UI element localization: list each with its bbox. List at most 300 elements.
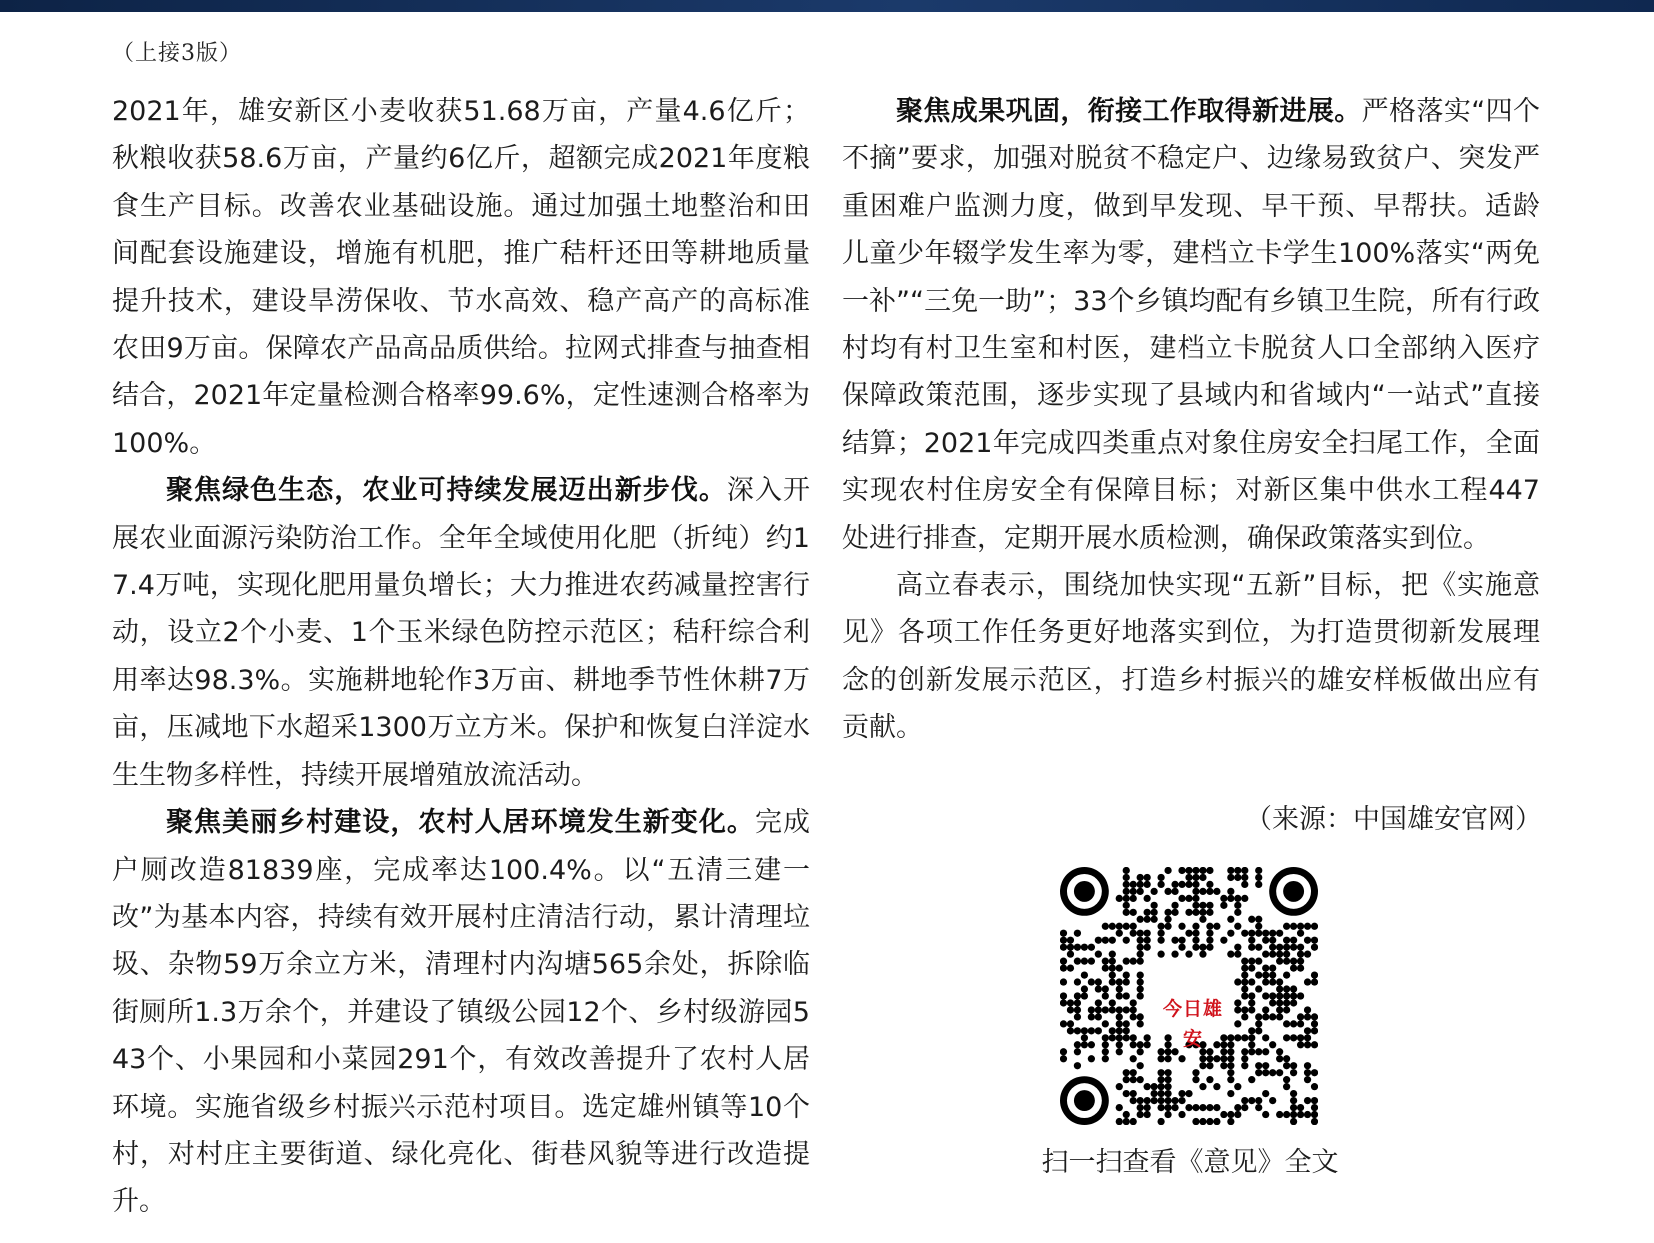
qr-module	[1206, 1104, 1213, 1111]
qr-module	[1102, 964, 1109, 971]
qr-module	[1102, 1055, 1109, 1062]
qr-module	[1130, 1034, 1137, 1041]
qr-module	[1241, 1013, 1248, 1020]
qr-module	[1311, 1041, 1318, 1048]
qr-module	[1116, 930, 1123, 937]
qr-module	[1311, 1104, 1318, 1111]
paragraph-heading: 聚焦绿色生态，农业可持续发展迈出新步伐。	[166, 475, 727, 507]
qr-module	[1151, 916, 1158, 923]
qr-module	[1262, 978, 1269, 985]
qr-module	[1109, 964, 1116, 971]
qr-module	[1095, 1006, 1102, 1013]
qr-module	[1137, 1104, 1144, 1111]
qr-module	[1304, 1013, 1311, 1020]
qr-module	[1241, 881, 1248, 888]
qr-module	[1304, 923, 1311, 930]
qr-module	[1192, 1118, 1199, 1125]
qr-module	[1185, 930, 1192, 937]
qr-module	[1206, 902, 1213, 909]
qr-module	[1234, 895, 1241, 902]
qr-module	[1234, 999, 1241, 1006]
qr-module	[1123, 881, 1130, 888]
qr-module	[1255, 923, 1262, 930]
qr-module	[1164, 867, 1171, 874]
qr-module	[1178, 923, 1185, 930]
qr-module	[1199, 916, 1206, 923]
qr-module	[1130, 999, 1137, 1006]
qr-module	[1283, 1062, 1290, 1069]
qr-module	[1290, 923, 1297, 930]
qr-module	[1185, 867, 1192, 874]
qr-module	[1227, 874, 1234, 881]
qr-module	[1311, 1013, 1318, 1020]
qr-module	[1137, 1097, 1144, 1104]
qr-module	[1157, 1048, 1164, 1055]
qr-module	[1102, 1048, 1109, 1055]
qr-module	[1241, 1006, 1248, 1013]
qr-module	[1178, 1097, 1185, 1104]
qr-module	[1262, 1013, 1269, 1020]
paragraph-heading: 聚焦美丽乡村建设，农村人居环境发生新变化。	[166, 807, 755, 839]
qr-module	[1164, 1041, 1171, 1048]
qr-module	[1164, 1048, 1171, 1055]
qr-module	[1234, 1111, 1241, 1118]
qr-module	[1304, 1041, 1311, 1048]
qr-module	[1248, 916, 1255, 923]
qr-module	[1116, 923, 1123, 930]
qr-module	[1192, 888, 1199, 895]
qr-module	[1130, 1006, 1137, 1013]
qr-module	[1130, 923, 1137, 930]
qr-module	[1304, 1076, 1311, 1083]
qr-module	[1255, 971, 1262, 978]
qr-module	[1304, 1069, 1311, 1076]
qr-module	[1123, 937, 1130, 944]
qr-module	[1234, 867, 1241, 874]
qr-module	[1102, 1020, 1109, 1027]
qr-module	[1185, 874, 1192, 881]
qr-module	[1137, 937, 1144, 944]
qr-module	[1241, 978, 1248, 985]
qr-module	[1255, 916, 1262, 923]
qr-module	[1081, 1027, 1088, 1034]
qr-module	[1220, 1055, 1227, 1062]
qr-module	[1081, 1041, 1088, 1048]
qr-module	[1199, 1062, 1206, 1069]
qr-module	[1164, 888, 1171, 895]
qr-module	[1311, 1097, 1318, 1104]
qr-module	[1262, 1069, 1269, 1076]
qr-module	[1297, 951, 1304, 958]
qr-module	[1123, 923, 1130, 930]
qr-module	[1074, 944, 1081, 951]
qr-module	[1116, 992, 1123, 999]
qr-module	[1095, 999, 1102, 1006]
qr-module	[1241, 958, 1248, 965]
qr-module	[1123, 1006, 1130, 1013]
qr-module	[1297, 1020, 1304, 1027]
qr-module	[1297, 1013, 1304, 1020]
qr-module	[1241, 985, 1248, 992]
qr-module	[1227, 1090, 1234, 1097]
qr-module	[1206, 944, 1213, 951]
qr-module	[1199, 867, 1206, 874]
qr-module	[1304, 978, 1311, 985]
qr-module	[1283, 951, 1290, 958]
qr-module	[1255, 867, 1262, 874]
qr-module	[1262, 1062, 1269, 1069]
qr-module	[1227, 916, 1234, 923]
qr-finder	[1283, 881, 1304, 902]
qr-module	[1234, 1006, 1241, 1013]
qr-module	[1297, 964, 1304, 971]
qr-module	[1116, 1118, 1123, 1125]
qr-module	[1081, 944, 1088, 951]
qr-module	[1234, 909, 1241, 916]
qr-module	[1109, 1027, 1116, 1034]
qr-module	[1060, 930, 1067, 937]
qr-module	[1123, 992, 1130, 999]
qr-module	[1206, 1118, 1213, 1125]
qr-module	[1304, 1111, 1311, 1118]
qr-module	[1283, 1076, 1290, 1083]
qr-module	[1269, 951, 1276, 958]
qr-module	[1311, 971, 1318, 978]
qr-module	[1311, 937, 1318, 944]
qr-module	[1102, 923, 1109, 930]
qr-module	[1074, 1006, 1081, 1013]
qr-module	[1304, 951, 1311, 958]
qr-module	[1130, 958, 1137, 965]
qr-module	[1276, 958, 1283, 965]
qr-module	[1144, 874, 1151, 881]
qr-module	[1130, 1118, 1137, 1125]
qr-module	[1137, 916, 1144, 923]
qr-module	[1109, 937, 1116, 944]
qr-module	[1157, 1097, 1164, 1104]
qr-module	[1213, 1118, 1220, 1125]
qr-module	[1157, 1055, 1164, 1062]
qr-module	[1137, 944, 1144, 951]
qr-module	[1276, 999, 1283, 1006]
qr-module	[1269, 1069, 1276, 1076]
qr-module	[1227, 895, 1234, 902]
qr-module	[1123, 1027, 1130, 1034]
qr-module	[1311, 978, 1318, 985]
qr-module	[1123, 1069, 1130, 1076]
qr-module	[1220, 895, 1227, 902]
qr-module	[1067, 999, 1074, 1006]
qr-module	[1067, 944, 1074, 951]
qr-module	[1199, 888, 1206, 895]
qr-module	[1199, 909, 1206, 916]
qr-module	[1199, 874, 1206, 881]
qr-module	[1116, 985, 1123, 992]
qr-module	[1227, 1062, 1234, 1069]
qr-module	[1262, 964, 1269, 971]
qr-module	[1311, 1083, 1318, 1090]
qr-module	[1123, 1118, 1130, 1125]
qr-module	[1144, 1111, 1151, 1118]
qr-module	[1311, 923, 1318, 930]
qr-module	[1283, 944, 1290, 951]
qr-module	[1248, 1006, 1255, 1013]
qr-module	[1144, 1104, 1151, 1111]
qr-module	[1304, 1097, 1311, 1104]
qr-module	[1151, 1090, 1158, 1097]
qr-module	[1290, 985, 1297, 992]
qr-module	[1137, 1111, 1144, 1118]
qr-module	[1206, 1062, 1213, 1069]
qr-module	[1227, 888, 1234, 895]
qr-module	[1241, 874, 1248, 881]
qr-module	[1109, 978, 1116, 985]
qr-module	[1283, 1034, 1290, 1041]
top-color-bar	[0, 0, 1654, 12]
qr-module	[1116, 1006, 1123, 1013]
qr-module	[1171, 881, 1178, 888]
qr-module	[1262, 1034, 1269, 1041]
qr-module	[1248, 1076, 1255, 1083]
qr-module	[1297, 992, 1304, 999]
qr-module	[1234, 978, 1241, 985]
qr-module	[1157, 1083, 1164, 1090]
qr-module	[1276, 1006, 1283, 1013]
qr-module	[1199, 1083, 1206, 1090]
qr-module	[1095, 951, 1102, 958]
qr-module	[1269, 964, 1276, 971]
qr-module	[1304, 1006, 1311, 1013]
qr-module	[1123, 1090, 1130, 1097]
qr-module	[1157, 1118, 1164, 1125]
qr-module	[1151, 1097, 1158, 1104]
qr-module	[1088, 958, 1095, 965]
qr-module	[1171, 951, 1178, 958]
qr-module	[1269, 1013, 1276, 1020]
qr-module	[1241, 1097, 1248, 1104]
qr-module	[1081, 992, 1088, 999]
qr-module	[1144, 937, 1151, 944]
qr-module	[1178, 1055, 1185, 1062]
continuation-note: （上接3版）	[112, 41, 242, 66]
qr-module	[1206, 1055, 1213, 1062]
qr-module	[1109, 1034, 1116, 1041]
qr-module	[1290, 1090, 1297, 1097]
qr-module	[1178, 895, 1185, 902]
qr-module	[1227, 867, 1234, 874]
qr-module	[1060, 944, 1067, 951]
qr-module	[1123, 902, 1130, 909]
qr-module	[1241, 964, 1248, 971]
qr-module	[1290, 999, 1297, 1006]
qr-module	[1074, 1048, 1081, 1055]
qr-module	[1164, 1083, 1171, 1090]
left-column	[112, 88, 810, 1226]
qr-module	[1171, 902, 1178, 909]
qr-module	[1206, 1076, 1213, 1083]
qr-module	[1213, 1055, 1220, 1062]
paragraph-consolidation: 聚焦成果巩固，衔接工作取得新进展。严格落实“四个不摘”要求，加强对脱贫不稳定户、边缘易致贫户、突发严重困难户监测力度，做到早发现、早干预、早帮扶。适龄儿童少年辍学发生率为零，建档立卡学生100%落实“两免一补”“三免一助”；33个乡镇均配有乡镇卫生院，所有行政村均有村卫生室和村医，建档立卡脱贫人口全部纳入医疗保障政策范围，逐步实现了县域内和省域内“一站式”直接结算；2021年完成四类重点对象住房安全扫尾工作，全面实现农村住房安全有保障目标；对新区集中供水工程447处进行排查，定期开展水质检测，确保政策落实到位。	[842, 96, 1540, 554]
qr-module	[1164, 1069, 1171, 1076]
qr-module	[1213, 888, 1220, 895]
qr-module	[1137, 1020, 1144, 1027]
qr-module	[1102, 958, 1109, 965]
qr-module	[1074, 992, 1081, 999]
qr-module	[1192, 1104, 1199, 1111]
qr-module	[1109, 999, 1116, 1006]
qr-module	[1130, 1069, 1137, 1076]
qr-module	[1297, 1111, 1304, 1118]
qr-module	[1164, 1034, 1171, 1041]
qr-module	[1269, 999, 1276, 1006]
qr-module	[1192, 909, 1199, 916]
qr-module	[1290, 1097, 1297, 1104]
qr-module	[1276, 1069, 1283, 1076]
qr-module	[1137, 951, 1144, 958]
qr-module	[1234, 1083, 1241, 1090]
qr-module	[1095, 985, 1102, 992]
qr-module	[1137, 930, 1144, 937]
qr-module	[1123, 909, 1130, 916]
qr-module	[1137, 874, 1144, 881]
qr-module	[1290, 1118, 1297, 1125]
qr-module	[1060, 964, 1067, 971]
qr-module	[1248, 937, 1255, 944]
qr-module	[1255, 881, 1262, 888]
qr-module	[1234, 951, 1241, 958]
qr-module	[1241, 1104, 1248, 1111]
qr-module	[1255, 1097, 1262, 1104]
qr-module	[1109, 971, 1116, 978]
qr-finder	[1074, 1090, 1095, 1111]
qr-module	[1185, 1090, 1192, 1097]
qr-module	[1088, 1013, 1095, 1020]
qr-module	[1248, 992, 1255, 999]
qr-module	[1060, 1048, 1067, 1055]
qr-module	[1151, 909, 1158, 916]
qr-module	[1123, 888, 1130, 895]
qr-module	[1067, 1006, 1074, 1013]
qr-module	[1269, 1041, 1276, 1048]
qr-module	[1206, 1048, 1213, 1055]
paragraph-conclusion: 高立春表示，围绕加快实现“五新”目标，把《实施意见》各项工作任务更好地落实到位，为打造贯彻新发展理念的创新发展示范区，打造乡村振兴的雄安样板做出应有贡献。	[842, 570, 1540, 744]
qr-module	[1067, 1027, 1074, 1034]
qr-module	[1123, 978, 1130, 985]
qr-module	[1199, 1055, 1206, 1062]
qr-module	[1234, 1104, 1241, 1111]
qr-module	[1171, 909, 1178, 916]
qr-module	[1130, 1076, 1137, 1083]
qr-module	[1130, 1090, 1137, 1097]
qr-module	[1116, 978, 1123, 985]
qr-module	[1178, 937, 1185, 944]
qr-module	[1060, 978, 1067, 985]
qr-module	[1185, 951, 1192, 958]
qr-module	[1269, 937, 1276, 944]
qr-module	[1123, 867, 1130, 874]
qr-module	[1137, 1048, 1144, 1055]
qr-module	[1137, 1076, 1144, 1083]
qr-module	[1130, 1055, 1137, 1062]
qr-module	[1283, 923, 1290, 930]
qr-module	[1192, 881, 1199, 888]
qr-module	[1276, 1111, 1283, 1118]
qr-module	[1297, 944, 1304, 951]
qr-module	[1109, 923, 1116, 930]
qr-module	[1157, 881, 1164, 888]
qr-module	[1144, 930, 1151, 937]
qr-module	[1199, 902, 1206, 909]
qr-module	[1123, 874, 1130, 881]
qr-module	[1164, 1076, 1171, 1083]
qr-module	[1171, 888, 1178, 895]
qr-module	[1213, 1041, 1220, 1048]
qr-module	[1283, 992, 1290, 999]
qr-module	[1123, 971, 1130, 978]
qr-module	[1102, 1034, 1109, 1041]
qr-module	[1304, 937, 1311, 944]
qr-module	[1074, 930, 1081, 937]
qr-module	[1297, 1104, 1304, 1111]
qr-module	[1241, 971, 1248, 978]
qr-module	[1130, 888, 1137, 895]
qr-module	[1262, 951, 1269, 958]
qr-module	[1074, 1041, 1081, 1048]
qr-module	[1123, 1034, 1130, 1041]
qr-module	[1227, 1048, 1234, 1055]
qr-module	[1206, 909, 1213, 916]
qr-module	[1178, 944, 1185, 951]
qr-module	[1213, 1104, 1220, 1111]
qr-module	[1088, 1027, 1095, 1034]
qr-module	[1227, 1069, 1234, 1076]
qr-module	[1290, 1020, 1297, 1027]
qr-module	[1192, 930, 1199, 937]
qr-module	[1262, 992, 1269, 999]
qr-module	[1157, 1076, 1164, 1083]
qr-module	[1157, 930, 1164, 937]
qr-module	[1192, 867, 1199, 874]
qr-module	[1283, 971, 1290, 978]
qr-module	[1262, 1111, 1269, 1118]
qr-module	[1199, 951, 1206, 958]
qr-module	[1290, 1062, 1297, 1069]
qr-module	[1081, 971, 1088, 978]
qr-module	[1164, 1097, 1171, 1104]
qr-module	[1248, 1041, 1255, 1048]
qr-module	[1116, 1013, 1123, 1020]
qr-module	[1185, 1104, 1192, 1111]
qr-module	[1276, 978, 1283, 985]
qr-module	[1116, 1048, 1123, 1055]
qr-module	[1304, 1062, 1311, 1069]
qr-module	[1137, 971, 1144, 978]
qr-module	[1269, 930, 1276, 937]
qr-module	[1227, 1118, 1234, 1125]
qr-module	[1262, 937, 1269, 944]
qr-module	[1276, 951, 1283, 958]
qr-module	[1213, 1083, 1220, 1090]
qr-module	[1144, 1097, 1151, 1104]
qr-module	[1206, 881, 1213, 888]
qr-module	[1248, 1027, 1255, 1034]
qr-module	[1262, 930, 1269, 937]
qr-module	[1116, 895, 1123, 902]
qr-module	[1088, 1055, 1095, 1062]
qr-module	[1290, 1104, 1297, 1111]
qr-module	[1283, 958, 1290, 965]
qr-module	[1255, 1020, 1262, 1027]
